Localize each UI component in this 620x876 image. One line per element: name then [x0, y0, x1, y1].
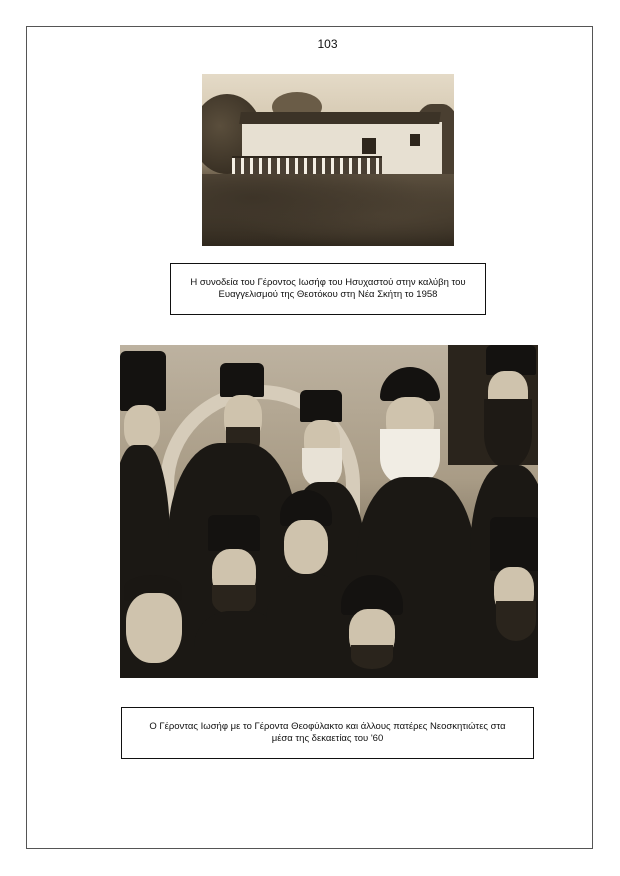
caption-monks-photo [121, 707, 534, 759]
man-figure [120, 575, 200, 678]
monks-group-photo [120, 345, 538, 678]
photo-window [410, 134, 420, 146]
house-photo [202, 74, 454, 246]
caption-line: Η συνοδεία του Γέροντος Ιωσήφ του Ησυχαστού στην καλύβη του [190, 277, 466, 288]
monk-figure [490, 517, 538, 678]
monk-figure [335, 575, 415, 678]
page-number: 103 [317, 37, 338, 51]
photo-foliage [202, 174, 454, 246]
photo-roof [239, 112, 441, 124]
caption-house-photo [170, 263, 486, 315]
photo-window [362, 138, 376, 154]
caption-line: μέσα της δεκαετίας του '60 [271, 733, 384, 744]
caption-line: Ο Γέροντας Ιωσήφ με το Γέροντα Θεοφύλακτο και άλλους πατέρες Νεοσκητιώτες στα [149, 721, 506, 732]
caption-line: Ευαγγελισμού της Θεοτόκου στη Νέα Σκήτη το 1958 [218, 289, 438, 300]
